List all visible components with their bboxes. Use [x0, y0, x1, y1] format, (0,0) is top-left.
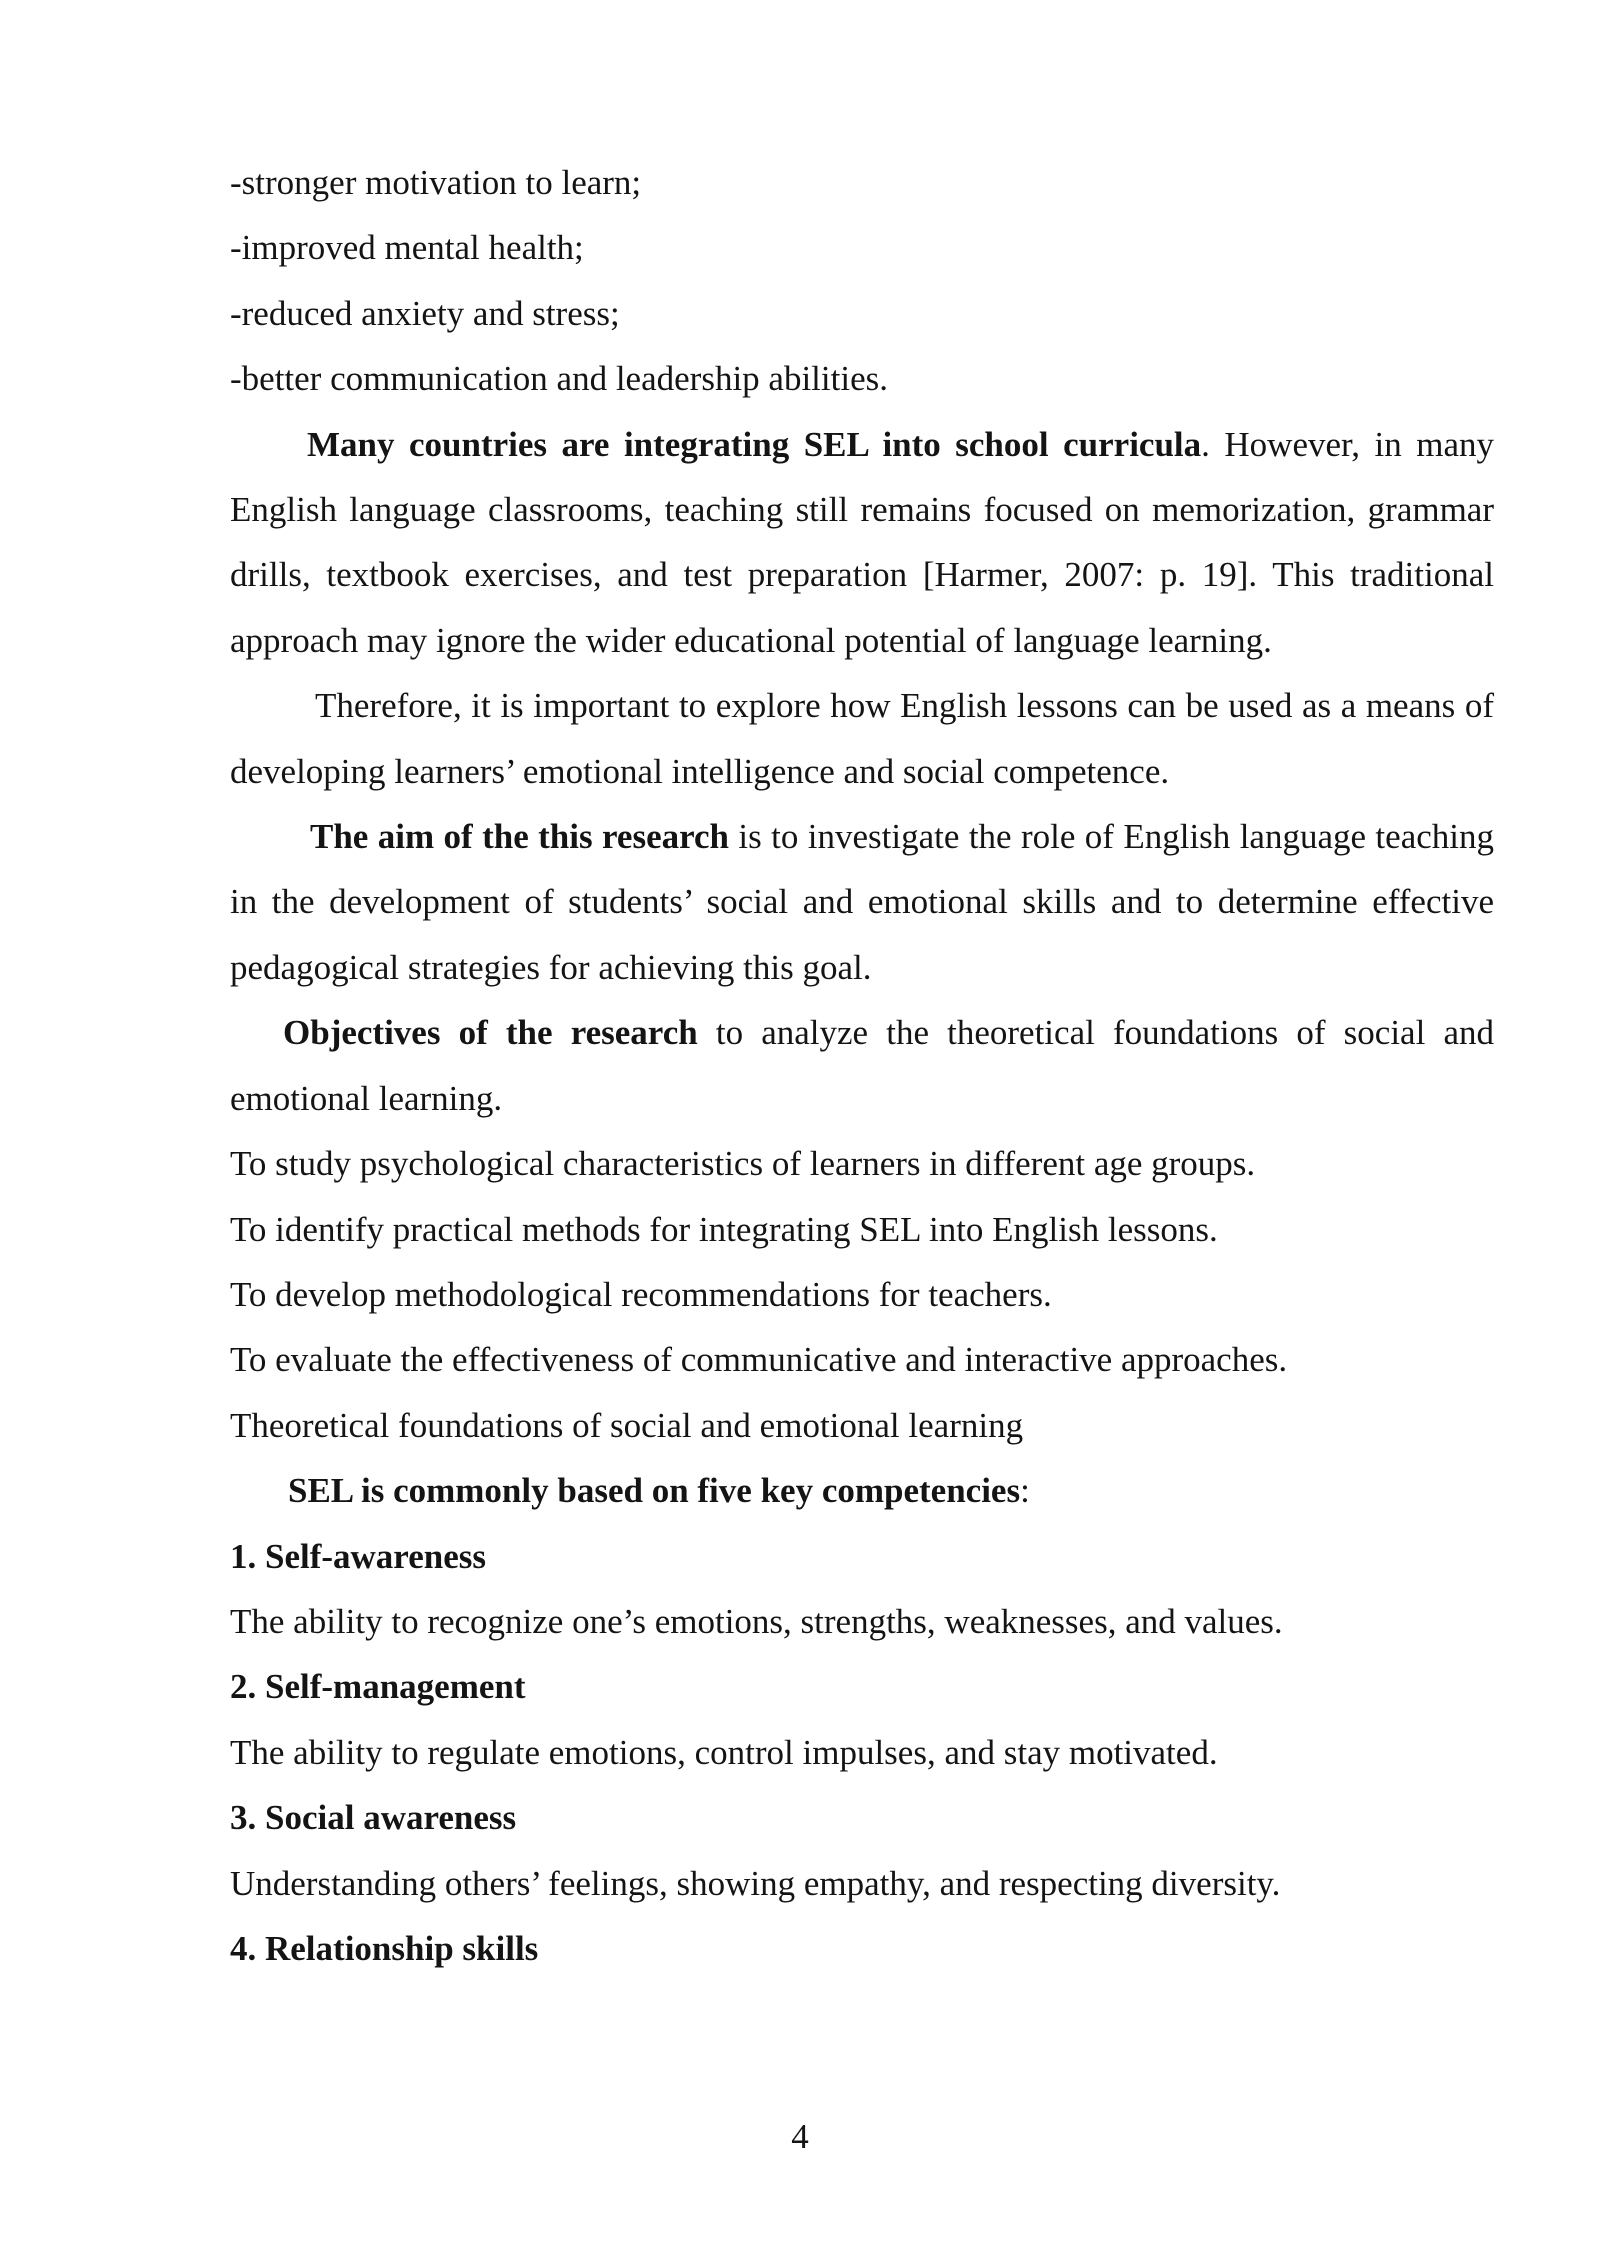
paragraph-aim-text: is to investigate the role of English language teaching in the development of students’ social and emotional skills and to determine effective pedagogical strategies for achieving this goal. [230, 817, 1494, 987]
competency-description: The ability to regulate emotions, control impulses, and stay motivated. [230, 1732, 1218, 1772]
competency-heading: 3. Social awareness [230, 1798, 517, 1838]
competency-description: The ability to recognize one’s emotions, strengths, weaknesses, and values. [230, 1601, 1283, 1641]
paragraph-countries [230, 412, 1494, 674]
competency-heading: 4. Relationship skills [230, 1928, 539, 1968]
paragraph-countries-text: . However, in many English language classrooms, teaching still remains focused on memorization, grammar drills, textbook exercises, and test preparation [Harmer, 2007: p. 19]. This traditional approach may ignore the wider educational potential of language learning. [230, 424, 1494, 660]
paragraph-competencies-text: : [1020, 1471, 1030, 1511]
objective-item: To study psychological characteristics of learners in different age groups. [230, 1144, 1256, 1184]
objective-item: To evaluate the effectiveness of communicative and interactive approaches. [230, 1340, 1288, 1380]
list-item: -reduced anxiety and stress; [230, 293, 620, 333]
list-item: -stronger motivation to learn; [230, 163, 642, 202]
paragraph-aim [230, 804, 1494, 1000]
objective-item: To develop methodological recommendations for teachers. [230, 1274, 1052, 1314]
paragraph-aim-lead: The aim of the this research [310, 817, 730, 857]
objective-item: To identify practical methods for integrating SEL into English lessons. [230, 1209, 1218, 1249]
page-content [230, 150, 1494, 1981]
paragraph-competencies [230, 1458, 1494, 1523]
page-number: 4 [791, 2117, 809, 2156]
paragraph-therefore: Therefore, it is important to explore how English lessons can be used as a means of developing learners’ emotional intelligence and social competence. [230, 686, 1494, 791]
paragraph-countries-lead: Many countries are integrating SEL into school curricula [307, 424, 1202, 464]
list-item: -improved mental health; [230, 228, 584, 268]
competency-description: Understanding others’ feelings, showing empathy, and respecting diversity. [230, 1863, 1281, 1903]
paragraph-objectives-text: to analyze the theoretical foundations of social and emotional learning. [230, 1013, 1494, 1118]
competency-heading: 1. Self-awareness [230, 1536, 486, 1576]
competency-heading: 2. Self-management [230, 1667, 526, 1707]
paragraph-objectives-lead: Objectives of the research [283, 1013, 698, 1053]
list-item: -better communication and leadership abilities. [230, 359, 888, 399]
paragraph-competencies-lead: SEL is commonly based on five key competencies [288, 1471, 1021, 1511]
paragraph-objectives [230, 1000, 1494, 1131]
objective-item: Theoretical foundations of social and emotional learning [230, 1405, 1024, 1445]
